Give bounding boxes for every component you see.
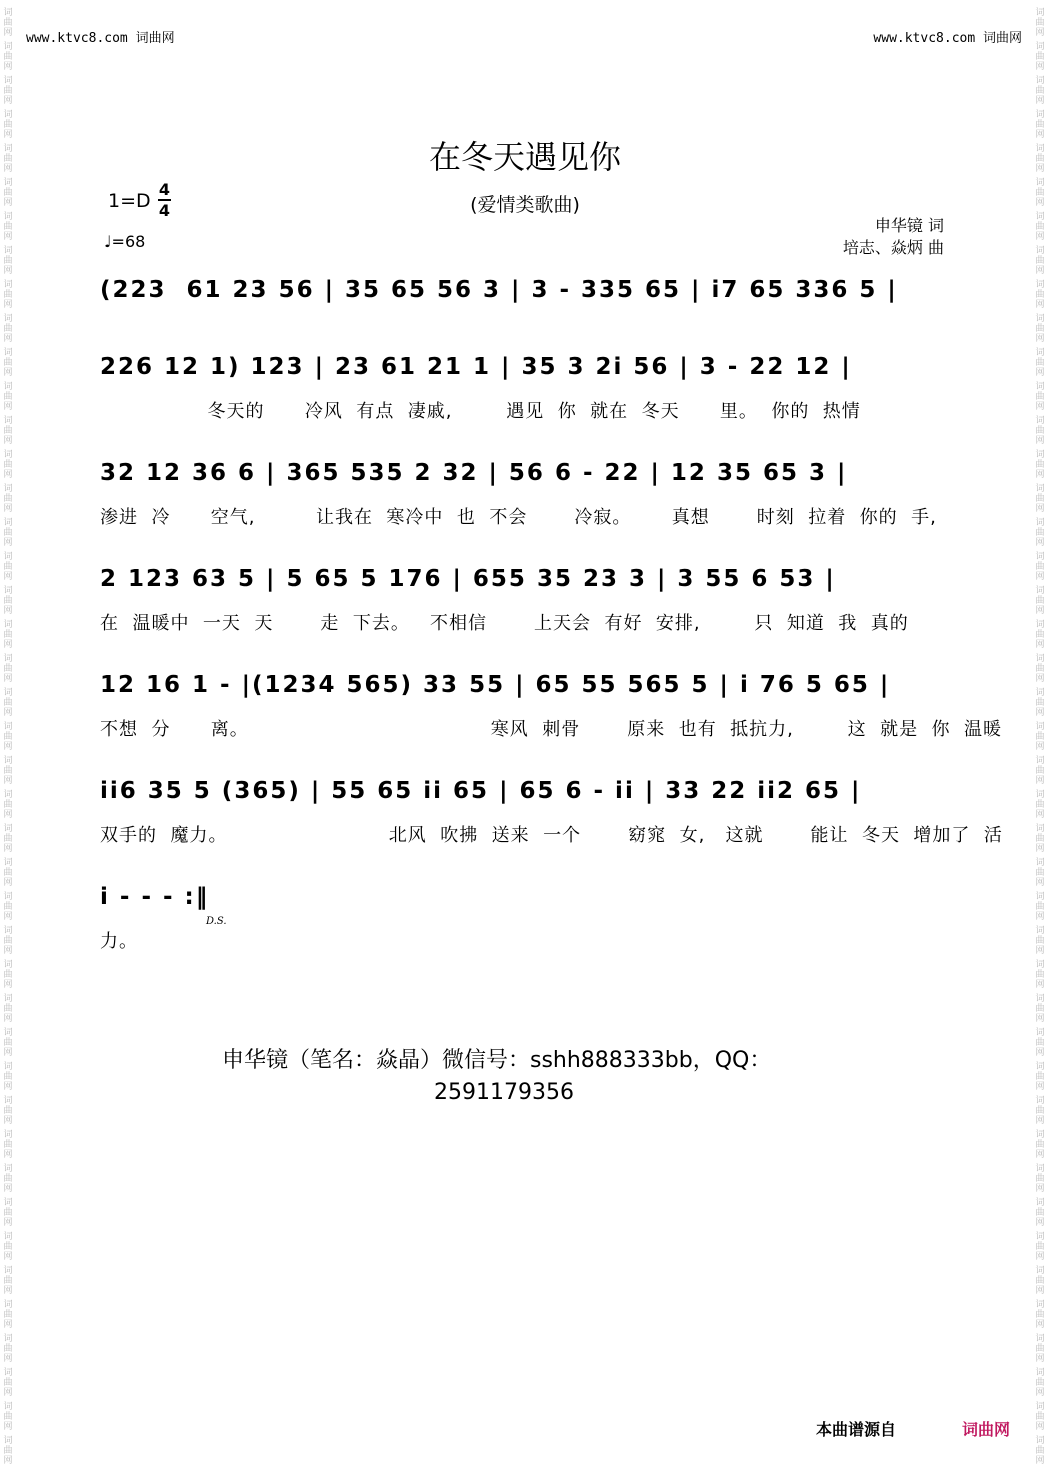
watermark-glyph: 曲 xyxy=(3,120,13,130)
watermark-glyph: 词 xyxy=(1035,994,1045,1004)
composer-credit: 培志、焱炳 曲 xyxy=(842,238,944,257)
watermark-glyph: 词 xyxy=(3,654,13,664)
watermark-glyph: 词 xyxy=(3,1028,13,1038)
watermark-glyph: 词 xyxy=(3,1096,13,1106)
watermark-glyph: 曲 xyxy=(3,358,13,368)
lyric-line-7: 力。 xyxy=(100,931,138,952)
watermark-glyph: 词 xyxy=(1035,450,1045,460)
watermark-glyph: 词 xyxy=(3,1436,13,1446)
watermark-glyph: 词 xyxy=(1035,1402,1045,1412)
watermark-glyph: 曲 xyxy=(1035,902,1045,912)
watermark-glyph: 网 xyxy=(1035,130,1045,140)
watermark-glyph: 词 xyxy=(1035,110,1045,120)
watermark-glyph: 词 xyxy=(3,620,13,630)
watermark-glyph: 网 xyxy=(1035,300,1045,310)
time-signature-top: 4 xyxy=(158,180,171,199)
watermark-glyph: 网 xyxy=(1035,572,1045,582)
watermark-glyph: 网 xyxy=(3,810,13,820)
watermark-glyph: 词 xyxy=(3,450,13,460)
watermark-glyph: 网 xyxy=(3,368,13,378)
watermark-glyph: 网 xyxy=(3,1082,13,1092)
watermark-glyph: 网 xyxy=(1035,1388,1045,1398)
watermark-glyph: 词 xyxy=(3,1130,13,1140)
watermark-glyph: 词 xyxy=(3,1266,13,1276)
watermark-glyph: 曲 xyxy=(1035,664,1045,674)
watermark-glyph: 网 xyxy=(3,1048,13,1058)
contact-info xyxy=(222,1045,771,1109)
watermark-glyph: 词 xyxy=(1035,1232,1045,1242)
watermark-glyph: 网 xyxy=(1035,708,1045,718)
key-signature: 1=D xyxy=(108,190,151,212)
watermark-glyph: 曲 xyxy=(3,562,13,572)
watermark-glyph: 词 xyxy=(3,824,13,834)
watermark-glyph: 曲 xyxy=(3,1038,13,1048)
watermark-glyph: 词 xyxy=(3,722,13,732)
watermark-glyph: 词 xyxy=(1035,552,1045,562)
watermark-glyph: 网 xyxy=(3,1116,13,1126)
watermark-glyph: 网 xyxy=(1035,1184,1045,1194)
watermark-glyph: 网 xyxy=(3,1354,13,1364)
watermark-glyph: 网 xyxy=(1035,402,1045,412)
watermark-glyph: 曲 xyxy=(1035,1038,1045,1048)
watermark-glyph: 网 xyxy=(3,436,13,446)
watermark-glyph: 曲 xyxy=(3,902,13,912)
source-site-link[interactable]: 词曲网 xyxy=(962,1420,1011,1439)
watermark-glyph: 词 xyxy=(1035,688,1045,698)
watermark-glyph: 曲 xyxy=(3,222,13,232)
watermark-glyph: 网 xyxy=(1035,334,1045,344)
watermark-glyph: 词 xyxy=(1035,620,1045,630)
watermark-glyph: 曲 xyxy=(1035,290,1045,300)
watermark-glyph: 词 xyxy=(1035,1266,1045,1276)
watermark-glyph: 网 xyxy=(3,266,13,276)
watermark-glyph: 曲 xyxy=(1035,86,1045,96)
watermark-glyph: 曲 xyxy=(1035,1140,1045,1150)
watermark-glyph: 曲 xyxy=(1035,460,1045,470)
watermark-glyph: 词 xyxy=(3,994,13,1004)
score-line-1: (223 61 23 56 | 35 65 56 3 | 3 - 335 65 | i7 65 336 5 | xyxy=(100,277,898,303)
watermark-glyph: 词 xyxy=(3,960,13,970)
lyric-line-3: 渗进 冷 空气, 让我在 寒冷中 也 不会 冷寂。 真想 时刻 拉着 你的 手, xyxy=(100,507,937,528)
watermark-glyph: 网 xyxy=(1035,1218,1045,1228)
watermark-glyph: 网 xyxy=(3,572,13,582)
watermark-glyph: 曲 xyxy=(3,936,13,946)
watermark-glyph: 曲 xyxy=(3,1004,13,1014)
watermark-glyph: 网 xyxy=(1035,810,1045,820)
score-line-5: 12 16 1 - |(1234 565) 33 55 | 65 55 565 5 | i 76 5 65 | xyxy=(100,672,891,698)
contact-line-2: 2591179356 xyxy=(434,1080,574,1105)
watermark-glyph: 词 xyxy=(3,8,13,18)
watermark-glyph: 词 xyxy=(3,756,13,766)
watermark-glyph: 曲 xyxy=(3,766,13,776)
watermark-glyph: 网 xyxy=(3,232,13,242)
watermark-glyph: 词 xyxy=(1035,654,1045,664)
watermark-glyph: 曲 xyxy=(1035,52,1045,62)
score-line-3: 32 12 36 6 | 365 535 2 32 | 56 6 - 22 | 12 35 65 3 | xyxy=(100,460,848,486)
watermark-glyph: 网 xyxy=(3,742,13,752)
watermark-glyph: 网 xyxy=(3,28,13,38)
watermark-glyph: 曲 xyxy=(1035,494,1045,504)
watermark-glyph: 词 xyxy=(3,144,13,154)
watermark-glyph: 网 xyxy=(3,776,13,786)
watermark-glyph: 网 xyxy=(1035,1014,1045,1024)
watermark-glyph: 词 xyxy=(1035,518,1045,528)
score-line-2: 226 12 1) 123 | 23 61 21 1 | 35 3 2i 56 | 3 - 22 12 | xyxy=(100,354,852,380)
watermark-glyph: 网 xyxy=(3,96,13,106)
score-line-7: i - - - :‖ xyxy=(100,884,210,910)
watermark-glyph: 词 xyxy=(3,178,13,188)
watermark-glyph: 词 xyxy=(3,688,13,698)
source-label: 本曲谱源自 xyxy=(816,1420,897,1439)
watermark-glyph: 曲 xyxy=(3,426,13,436)
watermark-glyph: 词 xyxy=(3,790,13,800)
watermark-glyph: 词 xyxy=(1035,76,1045,86)
watermark-glyph: 词 xyxy=(1035,1130,1045,1140)
watermark-glyph: 网 xyxy=(1035,912,1045,922)
watermark-glyph: 网 xyxy=(3,980,13,990)
header-left-site[interactable]: www.ktvc8.com 词曲网 xyxy=(26,31,175,46)
watermark-glyph: 曲 xyxy=(3,1072,13,1082)
watermark-glyph: 曲 xyxy=(1035,1310,1045,1320)
watermark-glyph: 网 xyxy=(3,198,13,208)
watermark-glyph: 曲 xyxy=(1035,426,1045,436)
watermark-glyph: 曲 xyxy=(3,596,13,606)
watermark-glyph: 词 xyxy=(1035,1436,1045,1446)
watermark-glyph: 网 xyxy=(1035,1252,1045,1262)
watermark-glyph: 词 xyxy=(1035,756,1045,766)
watermark-glyph: 曲 xyxy=(3,256,13,266)
watermark-glyph: 曲 xyxy=(1035,324,1045,334)
watermark-glyph: 网 xyxy=(1035,470,1045,480)
watermark-glyph: 曲 xyxy=(1035,1378,1045,1388)
watermark-glyph: 网 xyxy=(3,504,13,514)
watermark-glyph: 曲 xyxy=(1035,800,1045,810)
watermark-glyph: 词 xyxy=(3,1062,13,1072)
watermark-glyph: 词 xyxy=(1035,314,1045,324)
score-line-4: 2 123 63 5 | 5 65 5 176 | 655 35 23 3 | 3 55 6 53 | xyxy=(100,566,836,592)
watermark-glyph: 词 xyxy=(1035,790,1045,800)
watermark-glyph: 曲 xyxy=(1035,120,1045,130)
watermark-glyph: 词 xyxy=(3,518,13,528)
watermark-glyph: 词 xyxy=(1035,1300,1045,1310)
watermark-glyph: 词 xyxy=(1035,1368,1045,1378)
watermark-glyph: 网 xyxy=(1035,776,1045,786)
watermark-glyph: 网 xyxy=(3,912,13,922)
watermark-glyph: 网 xyxy=(3,1422,13,1432)
watermark-glyph: 曲 xyxy=(1035,358,1045,368)
watermark-glyph: 词 xyxy=(3,1368,13,1378)
watermark-glyph: 曲 xyxy=(3,528,13,538)
time-signature xyxy=(158,181,171,219)
watermark-glyph: 曲 xyxy=(1035,936,1045,946)
watermark-glyph: 网 xyxy=(3,640,13,650)
watermark-glyph: 词 xyxy=(1035,960,1045,970)
watermark-glyph: 网 xyxy=(1035,436,1045,446)
watermark-glyph: 词 xyxy=(1035,586,1045,596)
watermark-glyph: 曲 xyxy=(1035,256,1045,266)
watermark-glyph: 词 xyxy=(3,246,13,256)
watermark-glyph: 词 xyxy=(3,314,13,324)
watermark-glyph: 曲 xyxy=(3,1242,13,1252)
watermark-glyph: 曲 xyxy=(3,1446,13,1456)
watermark-glyph: 网 xyxy=(1035,368,1045,378)
watermark-glyph: 曲 xyxy=(3,154,13,164)
right-watermark-strip xyxy=(1032,0,1050,1465)
watermark-glyph: 网 xyxy=(3,1150,13,1160)
lyric-line-6: 双手的 魔力。 北风 吹拂 送来 一个 窈窕 女, 这就 能让 冬天 增加了 活 xyxy=(100,825,1003,846)
watermark-glyph: 曲 xyxy=(3,1310,13,1320)
watermark-glyph: 曲 xyxy=(1035,1276,1045,1286)
watermark-glyph: 网 xyxy=(3,470,13,480)
watermark-glyph: 网 xyxy=(1035,742,1045,752)
watermark-glyph: 词 xyxy=(3,926,13,936)
watermark-glyph: 网 xyxy=(3,946,13,956)
watermark-glyph: 网 xyxy=(1035,640,1045,650)
watermark-glyph: 曲 xyxy=(3,1208,13,1218)
watermark-glyph: 曲 xyxy=(1035,392,1045,402)
watermark-glyph: 词 xyxy=(3,1232,13,1242)
watermark-glyph: 网 xyxy=(3,844,13,854)
watermark-glyph: 词 xyxy=(3,42,13,52)
watermark-glyph: 网 xyxy=(3,300,13,310)
watermark-glyph: 曲 xyxy=(1035,188,1045,198)
watermark-glyph: 词 xyxy=(3,382,13,392)
watermark-glyph: 网 xyxy=(1035,504,1045,514)
watermark-glyph: 曲 xyxy=(3,290,13,300)
watermark-glyph: 曲 xyxy=(1035,18,1045,28)
watermark-glyph: 网 xyxy=(3,402,13,412)
watermark-glyph: 网 xyxy=(1035,62,1045,72)
watermark-glyph: 词 xyxy=(1035,416,1045,426)
watermark-glyph: 曲 xyxy=(3,732,13,742)
watermark-glyph: 词 xyxy=(1035,722,1045,732)
watermark-glyph: 网 xyxy=(1035,1116,1045,1126)
watermark-glyph: 曲 xyxy=(3,1378,13,1388)
watermark-glyph: 词 xyxy=(1035,382,1045,392)
watermark-glyph: 曲 xyxy=(1035,868,1045,878)
watermark-glyph: 曲 xyxy=(3,86,13,96)
watermark-glyph: 词 xyxy=(1035,484,1045,494)
watermark-glyph: 曲 xyxy=(3,630,13,640)
watermark-glyph: 网 xyxy=(1035,674,1045,684)
watermark-glyph: 曲 xyxy=(1035,732,1045,742)
watermark-glyph: 曲 xyxy=(1035,1344,1045,1354)
watermark-glyph: 网 xyxy=(3,62,13,72)
watermark-glyph: 网 xyxy=(3,878,13,888)
watermark-glyph: 词 xyxy=(3,552,13,562)
watermark-glyph: 词 xyxy=(3,586,13,596)
score-line-6: ii6 35 5 (365) | 55 65 ii 65 | 65 6 - ii | 33 22 ii2 65 | xyxy=(100,778,862,804)
watermark-glyph: 网 xyxy=(1035,198,1045,208)
watermark-glyph: 曲 xyxy=(1035,1174,1045,1184)
watermark-glyph: 网 xyxy=(1035,1456,1045,1466)
song-subtitle: (爱情类歌曲) xyxy=(470,194,580,216)
watermark-glyph: 网 xyxy=(1035,266,1045,276)
watermark-glyph: 曲 xyxy=(3,664,13,674)
watermark-glyph: 词 xyxy=(1035,1028,1045,1038)
watermark-glyph: 词 xyxy=(3,348,13,358)
watermark-glyph: 词 xyxy=(1035,42,1045,52)
watermark-glyph: 曲 xyxy=(3,1412,13,1422)
watermark-glyph: 词 xyxy=(1035,1164,1045,1174)
watermark-glyph: 曲 xyxy=(3,1140,13,1150)
watermark-glyph: 网 xyxy=(3,164,13,174)
watermark-glyph: 网 xyxy=(3,538,13,548)
watermark-glyph: 词 xyxy=(3,76,13,86)
watermark-glyph: 曲 xyxy=(1035,1208,1045,1218)
watermark-glyph: 曲 xyxy=(1035,970,1045,980)
watermark-glyph: 词 xyxy=(3,1198,13,1208)
watermark-glyph: 曲 xyxy=(3,460,13,470)
watermark-glyph: 网 xyxy=(3,1184,13,1194)
watermark-glyph: 曲 xyxy=(3,188,13,198)
watermark-glyph: 曲 xyxy=(1035,596,1045,606)
watermark-glyph: 词 xyxy=(1035,1062,1045,1072)
watermark-glyph: 网 xyxy=(3,674,13,684)
lyricist-credit: 申华镜 词 xyxy=(874,216,944,235)
watermark-glyph: 曲 xyxy=(1035,766,1045,776)
watermark-glyph: 曲 xyxy=(1035,1242,1045,1252)
watermark-glyph: 词 xyxy=(1035,144,1045,154)
watermark-glyph: 词 xyxy=(1035,178,1045,188)
watermark-glyph: 曲 xyxy=(1035,1072,1045,1082)
watermark-glyph: 曲 xyxy=(3,834,13,844)
watermark-glyph: 网 xyxy=(1035,980,1045,990)
watermark-glyph: 词 xyxy=(1035,1096,1045,1106)
song-title: 在冬天遇见你 xyxy=(428,138,621,176)
watermark-glyph: 网 xyxy=(1035,1048,1045,1058)
watermark-glyph: 曲 xyxy=(1035,834,1045,844)
watermark-glyph: 曲 xyxy=(1035,1446,1045,1456)
watermark-glyph: 曲 xyxy=(1035,698,1045,708)
watermark-glyph: 曲 xyxy=(3,1106,13,1116)
watermark-glyph: 网 xyxy=(1035,844,1045,854)
lyric-line-4: 在 温暖中 一天 天 走 下去。 不相信 上天会 有好 安排, 只 知道 我 真的 xyxy=(100,613,909,634)
watermark-glyph: 网 xyxy=(1035,606,1045,616)
watermark-glyph: 曲 xyxy=(1035,1106,1045,1116)
watermark-glyph: 网 xyxy=(1035,878,1045,888)
watermark-glyph: 网 xyxy=(1035,96,1045,106)
watermark-glyph: 词 xyxy=(3,212,13,222)
watermark-glyph: 网 xyxy=(1035,1354,1045,1364)
watermark-glyph: 网 xyxy=(3,1014,13,1024)
left-watermark-strip xyxy=(0,0,18,1465)
watermark-glyph: 词 xyxy=(3,892,13,902)
watermark-glyph: 曲 xyxy=(3,324,13,334)
watermark-glyph: 曲 xyxy=(3,18,13,28)
watermark-glyph: 曲 xyxy=(3,800,13,810)
watermark-glyph: 网 xyxy=(3,708,13,718)
watermark-glyph: 词 xyxy=(1035,926,1045,936)
watermark-glyph: 词 xyxy=(1035,858,1045,868)
watermark-glyph: 网 xyxy=(1035,1422,1045,1432)
watermark-glyph: 词 xyxy=(1035,348,1045,358)
watermark-glyph: 网 xyxy=(1035,1150,1045,1160)
watermark-glyph: 曲 xyxy=(3,1174,13,1184)
watermark-glyph: 词 xyxy=(3,1402,13,1412)
watermark-glyph: 曲 xyxy=(1035,630,1045,640)
watermark-glyph: 网 xyxy=(3,334,13,344)
watermark-glyph: 网 xyxy=(1035,538,1045,548)
watermark-glyph: 词 xyxy=(3,416,13,426)
watermark-glyph: 网 xyxy=(1035,1320,1045,1330)
watermark-glyph: 词 xyxy=(1035,1334,1045,1344)
lyric-line-2: 冬天的 冷风 有点 凄戚, 遇见 你 就在 冬天 里。 你的 热情 xyxy=(100,401,861,422)
watermark-glyph: 网 xyxy=(3,1320,13,1330)
watermark-glyph: 曲 xyxy=(1035,222,1045,232)
watermark-glyph: 网 xyxy=(3,130,13,140)
watermark-glyph: 网 xyxy=(1035,28,1045,38)
watermark-glyph: 网 xyxy=(1035,232,1045,242)
watermark-glyph: 曲 xyxy=(3,392,13,402)
watermark-glyph: 曲 xyxy=(3,698,13,708)
watermark-glyph: 曲 xyxy=(1035,528,1045,538)
watermark-glyph: 网 xyxy=(3,1218,13,1228)
watermark-glyph: 网 xyxy=(1035,1082,1045,1092)
watermark-glyph: 网 xyxy=(1035,1286,1045,1296)
watermark-glyph: 词 xyxy=(1035,892,1045,902)
watermark-glyph: 曲 xyxy=(1035,1004,1045,1014)
time-signature-bottom: 4 xyxy=(158,201,171,220)
watermark-glyph: 词 xyxy=(1035,824,1045,834)
watermark-glyph: 网 xyxy=(1035,164,1045,174)
watermark-glyph: 词 xyxy=(3,1300,13,1310)
watermark-glyph: 网 xyxy=(3,1456,13,1466)
watermark-glyph: 曲 xyxy=(3,1344,13,1354)
watermark-glyph: 词 xyxy=(3,1164,13,1174)
watermark-glyph: 曲 xyxy=(1035,1412,1045,1422)
tempo-mark: ♩=68 xyxy=(104,232,146,251)
watermark-glyph: 词 xyxy=(3,1334,13,1344)
watermark-glyph: 曲 xyxy=(3,494,13,504)
watermark-glyph: 曲 xyxy=(3,52,13,62)
watermark-glyph: 网 xyxy=(3,1388,13,1398)
watermark-glyph: 词 xyxy=(1035,8,1045,18)
watermark-glyph: 曲 xyxy=(3,868,13,878)
watermark-glyph: 词 xyxy=(1035,246,1045,256)
watermark-glyph: 词 xyxy=(1035,212,1045,222)
watermark-glyph: 词 xyxy=(3,280,13,290)
watermark-glyph: 网 xyxy=(1035,946,1045,956)
watermark-glyph: 网 xyxy=(3,1252,13,1262)
watermark-glyph: 曲 xyxy=(3,1276,13,1286)
watermark-glyph: 曲 xyxy=(1035,562,1045,572)
watermark-glyph: 词 xyxy=(3,858,13,868)
watermark-glyph: 词 xyxy=(3,110,13,120)
watermark-glyph: 曲 xyxy=(3,970,13,980)
watermark-glyph: 词 xyxy=(1035,280,1045,290)
watermark-glyph: 网 xyxy=(3,1286,13,1296)
watermark-glyph: 词 xyxy=(1035,1198,1045,1208)
watermark-glyph: 网 xyxy=(3,606,13,616)
header-right-site[interactable]: www.ktvc8.com 词曲网 xyxy=(873,31,1022,46)
contact-line-1: 申华镜（笔名：焱晶）微信号：sshh888333bb，QQ： xyxy=(222,1048,772,1073)
watermark-glyph: 词 xyxy=(3,484,13,494)
ds-mark: D.S. xyxy=(206,916,227,927)
lyric-line-5: 不想 分 离。 寒风 刺骨 原来 也有 抵抗力, 这 就是 你 温暖 xyxy=(100,719,1002,740)
watermark-glyph: 曲 xyxy=(1035,154,1045,164)
